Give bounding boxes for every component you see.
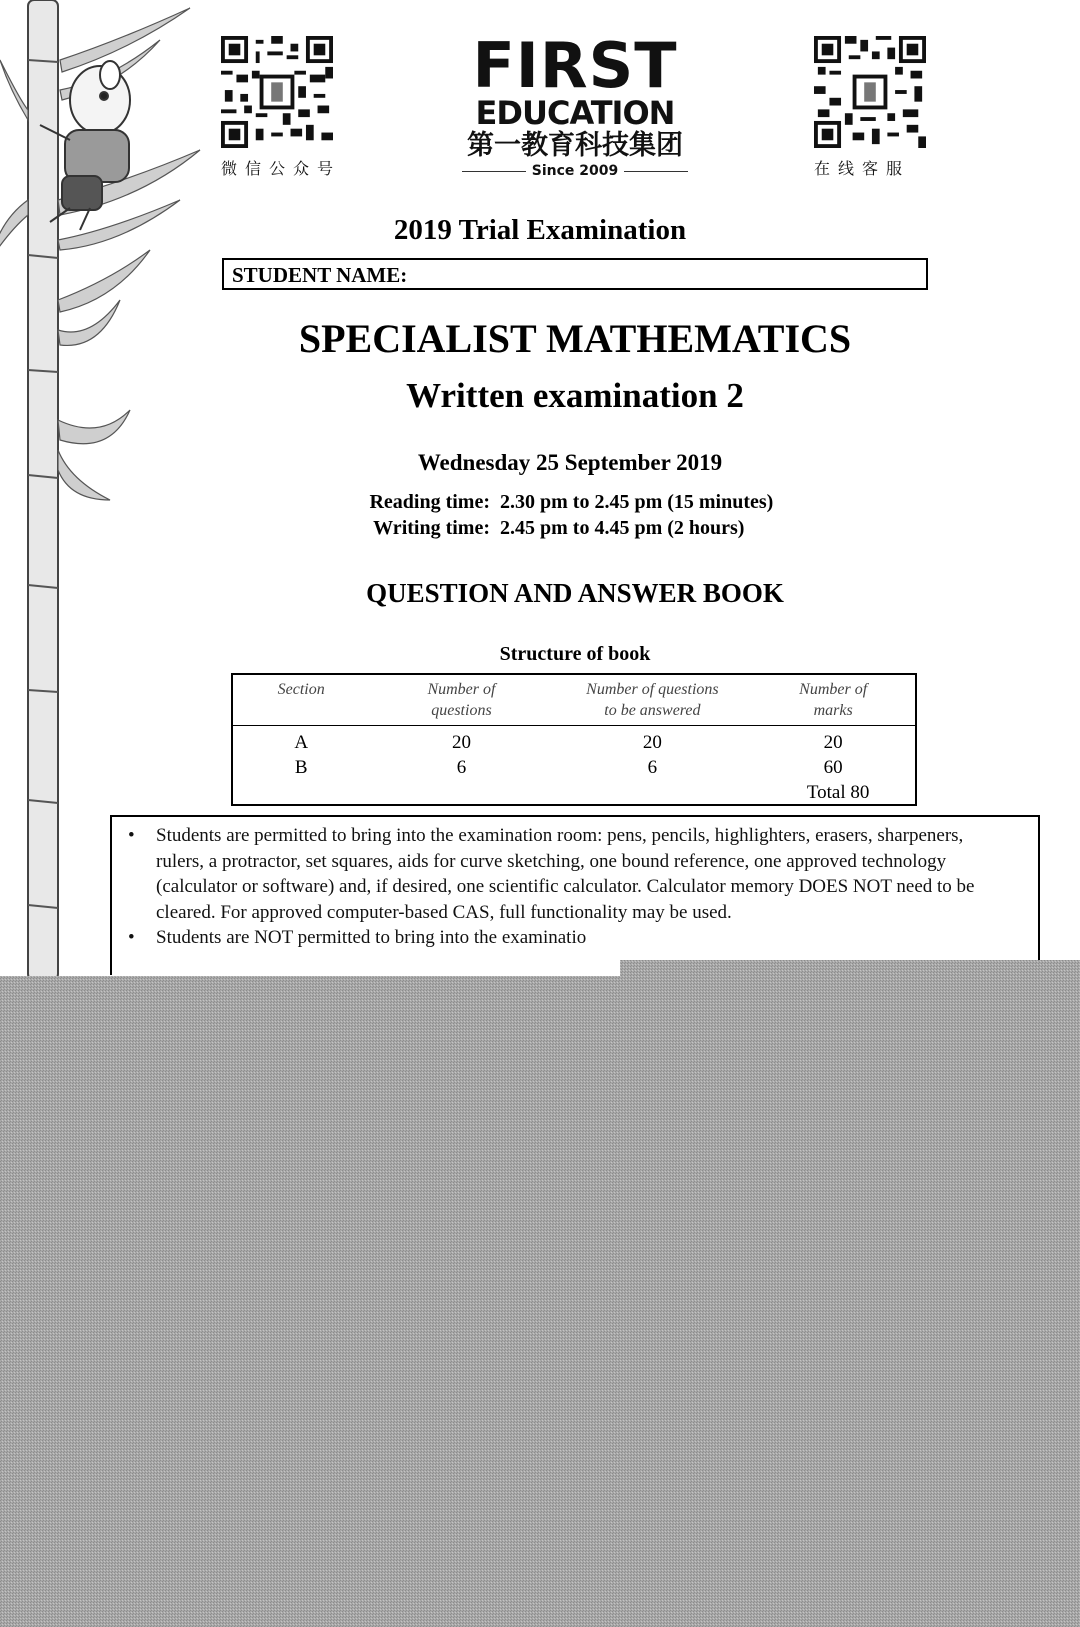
instruction-item: • Students are NOT permitted to bring into the examinatio — [156, 925, 1008, 951]
cell-marks: 60 — [823, 757, 843, 778]
table-total-row — [233, 780, 915, 805]
header-number-of-marks: Number of marks — [751, 675, 915, 726]
logo-rule-right — [624, 171, 688, 172]
grey-cover-overlay — [0, 960, 1080, 1627]
table-row — [233, 755, 915, 780]
structure-table — [231, 673, 917, 806]
cell-answered: 20 — [642, 732, 662, 753]
subject-title: SPECIALIST MATHEMATICS — [298, 316, 852, 361]
cell-section: A — [294, 732, 309, 753]
writing-time-row — [354, 515, 773, 541]
header-questions-to-answer: Number of questions to be answered — [554, 675, 752, 726]
book-title: QUESTION AND ANSWER BOOK — [366, 578, 784, 608]
table-row — [233, 726, 915, 756]
structure-title: Structure of book — [499, 643, 651, 665]
wechat-qr-code-icon[interactable] — [221, 36, 333, 148]
student-name-label: STUDENT NAME: — [232, 263, 408, 287]
logo-first-text: FIRST — [472, 29, 678, 102]
wechat-qr-block — [221, 36, 342, 179]
cell-questions: 6 — [456, 757, 467, 778]
reading-time-value: 2.30 pm to 2.45 pm (15 minutes) — [500, 491, 774, 513]
trial-exam-title: 2019 Trial Examination — [393, 214, 687, 246]
cell-marks: 20 — [823, 732, 843, 753]
instruction-item: • Students are permitted to bring into the examination room: pens, pencils, highlighters, erasers, sharpeners, rulers, a protractor, set squares, aids for curve sketching, one bound reference, one approved technology (calculator or software) and, if desired, one scientific calculator. Calculator memory DOES NOT need to be cleared. For approved computer-based CAS, full functionality may be used. — [156, 823, 1008, 925]
first-education-logo — [455, 29, 695, 196]
logo-since-text: Since 2009 — [531, 163, 619, 179]
reading-time-label: Reading time: — [369, 491, 490, 513]
logo-education-text: EDUCATION — [475, 94, 675, 132]
exam-title: Written examination 2 — [406, 376, 744, 415]
instructions-box — [110, 815, 1040, 975]
service-qr-code-icon[interactable] — [814, 36, 926, 148]
service-qr-block — [814, 36, 930, 179]
cell-total: Total 80 — [806, 782, 870, 803]
service-qr-caption: 在线客服 — [814, 159, 911, 178]
cell-answered: 6 — [647, 757, 658, 778]
header-number-of-questions: Number of questions — [369, 675, 553, 726]
reading-time-row — [354, 489, 773, 515]
exam-date: Wednesday 25 September 2019 — [417, 450, 723, 475]
logo-chinese-text: 第一教育科技集团 — [467, 130, 683, 161]
exam-times — [354, 489, 773, 541]
header-section: Section — [233, 675, 369, 726]
table-header-row — [233, 675, 915, 726]
writing-time-value: 2.45 pm to 4.45 pm (2 hours) — [500, 517, 745, 539]
logo-since — [455, 162, 695, 180]
logo-rule-left — [462, 171, 526, 172]
student-name-field[interactable] — [222, 258, 928, 290]
cell-section: B — [294, 757, 308, 778]
wechat-qr-caption: 微信公众号 — [221, 159, 342, 178]
cell-questions: 20 — [451, 732, 471, 753]
writing-time-label: Writing time: — [373, 517, 490, 539]
